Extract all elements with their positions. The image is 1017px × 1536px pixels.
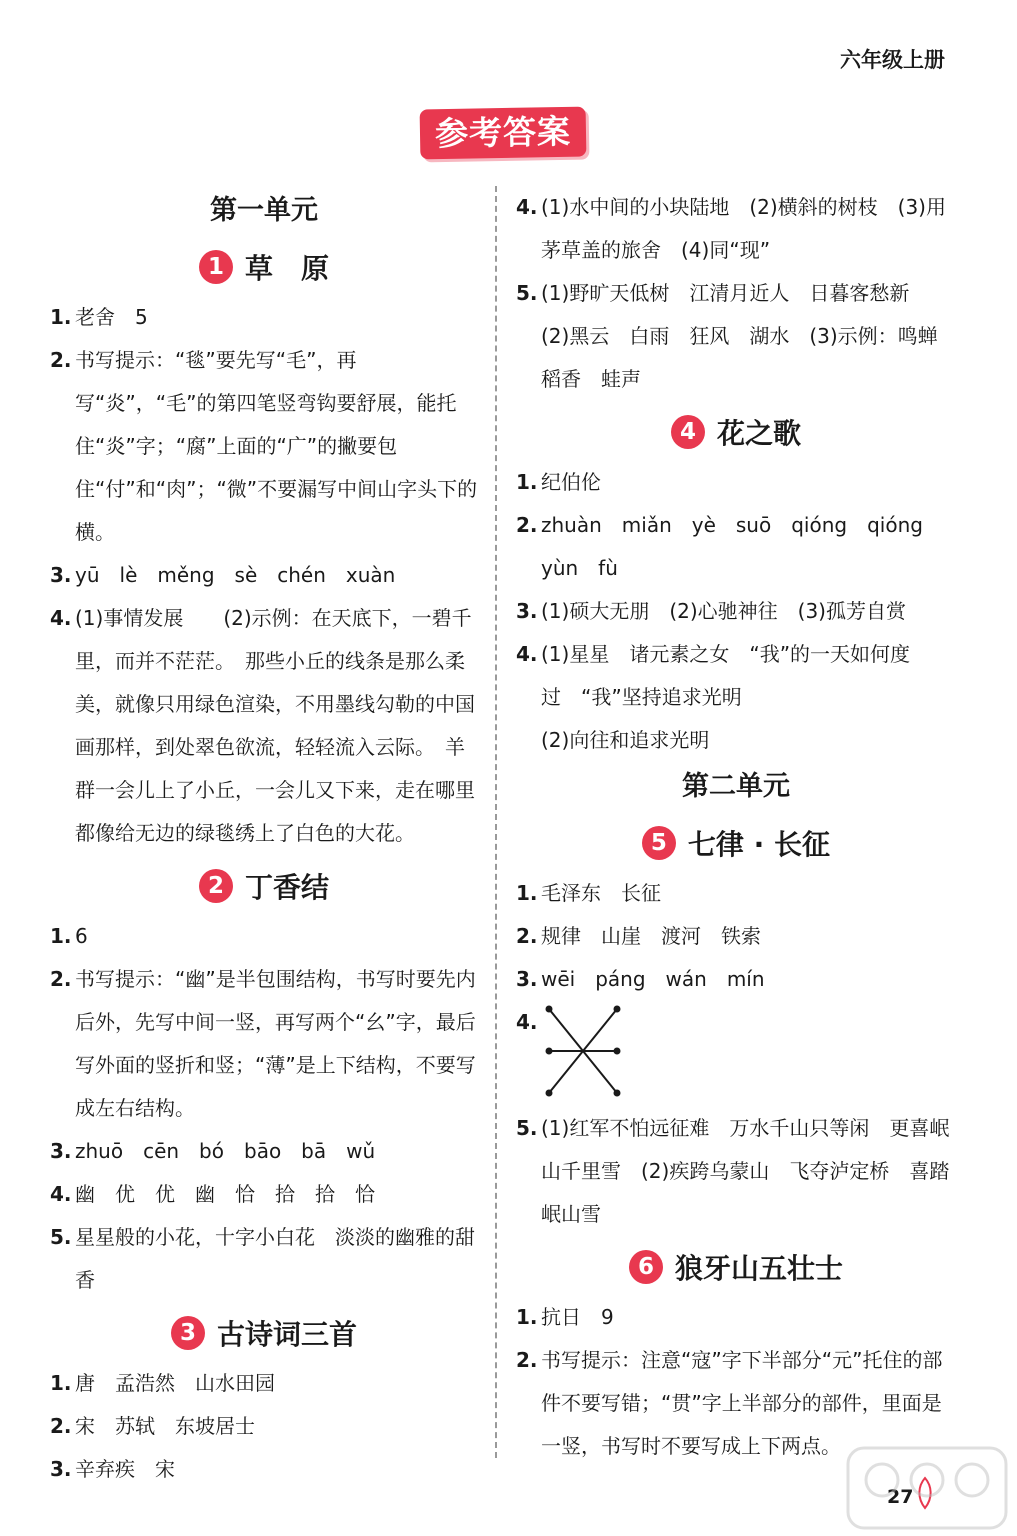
- lesson-name: 七律 · 长征: [687, 828, 831, 861]
- unit-title: 第一单元: [210, 195, 318, 226]
- answer-item: [516, 1296, 956, 1339]
- lesson-name: 丁香结: [244, 871, 329, 904]
- answer-item: [50, 1448, 478, 1491]
- item-text: 星星般的小花，十字小白花 淡淡的幽雅的甜香: [75, 1225, 475, 1292]
- answer-item: [516, 186, 956, 272]
- item-text: wēi páng wán mín: [541, 967, 765, 991]
- lesson-name: 狼牙山五壮士: [674, 1252, 843, 1285]
- item-number: 1.: [516, 1305, 538, 1329]
- answer-item: [516, 915, 956, 958]
- item-text: (1)硕大无朋 (2)心驰神往 (3)孤芳自赏: [541, 599, 906, 623]
- answer-item: [516, 1001, 956, 1107]
- lesson-number-badge: 2: [199, 869, 233, 903]
- item-number: 2.: [516, 924, 538, 948]
- left-column: [50, 186, 478, 1491]
- item-text: (1)水中间的小块陆地 (2)横斜的树枝 (3)用茅草盖的旅舍 (4)同“现”: [541, 195, 946, 262]
- item-text: 唐 孟浩然 山水田园: [75, 1371, 275, 1395]
- item-number: 3.: [50, 563, 72, 587]
- item-text: (2)向往和追求光明: [541, 728, 710, 752]
- answer-item: [50, 915, 478, 958]
- watermark-logo: [842, 1440, 1012, 1536]
- answer-item: [516, 461, 956, 504]
- item-number: 3.: [50, 1457, 72, 1481]
- answer-item: [516, 272, 956, 401]
- answer-item: [516, 633, 956, 719]
- item-number: 5.: [516, 1116, 538, 1140]
- answer-item: [50, 958, 478, 1130]
- item-text: zhuō cēn bó bāo bā wǔ: [75, 1139, 376, 1163]
- item-number: 2.: [50, 1414, 72, 1438]
- item-number: 1.: [50, 924, 72, 948]
- item-text: 书写提示：“幽”是半包围结构，书写时要先内后外，先写中间一竖，再写两个“幺”字，最后写外面的竖折和竖；“薄”是上下结构，不要写成左右结构。: [75, 967, 476, 1120]
- matching-lines-diagram: [535, 1001, 625, 1099]
- item-number: 1.: [516, 881, 538, 905]
- answer-item: [516, 504, 956, 590]
- lesson-number-badge: 6: [629, 1250, 663, 1284]
- item-text: 老舍 5: [75, 305, 148, 329]
- lesson-number-badge: 4: [671, 415, 705, 449]
- page-number: 27: [887, 1486, 914, 1508]
- item-number: 3.: [516, 599, 538, 623]
- item-number: 1.: [516, 470, 538, 494]
- item-text: zhuàn miǎn yè suō qióng qióng yùn fù: [541, 513, 943, 580]
- answer-item: [516, 590, 956, 633]
- unit-title: 第二单元: [682, 771, 790, 802]
- lesson-number-badge: 3: [171, 1316, 205, 1350]
- item-number: 2.: [50, 967, 72, 991]
- answer-item: [50, 1216, 478, 1302]
- item-number: 4.: [50, 606, 72, 630]
- item-number: 4.: [516, 195, 538, 219]
- item-text: 纪伯伦: [541, 470, 601, 494]
- lesson-name: 草 原: [244, 252, 329, 285]
- answer-item: [50, 339, 478, 554]
- item-text: (1)星星 诸元素之女 “我”的一天如何度过 “我”坚持追求光明: [541, 642, 911, 709]
- item-text: 幽 优 优 幽 恰 拾 拾 恰: [75, 1182, 375, 1206]
- lesson-heading: [50, 240, 478, 294]
- answer-item: [50, 296, 478, 339]
- item-text: 辛弃疾 宋: [75, 1457, 175, 1481]
- item-number: 5.: [516, 281, 538, 305]
- item-number: 1.: [50, 1371, 72, 1395]
- lesson-number-badge: 1: [199, 250, 233, 284]
- lesson-heading: [50, 1306, 478, 1360]
- answer-item: [50, 1173, 478, 1216]
- column-divider: [495, 186, 497, 1458]
- answer-item: [516, 872, 956, 915]
- item-text: 6: [75, 924, 88, 948]
- item-text: (1)事情发展 (2)示例：在天底下，一碧千里，而并不茫茫。 那些小丘的线条是那么柔美，就像只用绿色渲染，不用墨线勾勒的中国画那样，到处翠色欲流，轻轻流入云际。 羊群一会儿上了小丘，一会儿又下来，走在哪里都像给无边的绿毯绣上了白色的大花。: [75, 606, 475, 845]
- item-number: 4.: [516, 642, 538, 666]
- lesson-heading: [516, 816, 956, 870]
- item-text: 毛泽东 长征: [541, 881, 661, 905]
- item-text: yū lè měng sè chén xuàn: [75, 563, 396, 587]
- item-number: 2.: [50, 348, 72, 372]
- lesson-heading: [516, 1240, 956, 1294]
- answer-item: [50, 554, 478, 597]
- item-text: 宋 苏轼 东坡居士: [75, 1414, 255, 1438]
- answer-item: [50, 597, 478, 855]
- item-number: 1.: [50, 305, 72, 329]
- lesson-name: 古诗词三首: [216, 1318, 357, 1351]
- item-text: 抗日 9: [541, 1305, 614, 1329]
- lesson-number-badge: 5: [642, 826, 676, 860]
- answer-item: [50, 1130, 478, 1173]
- item-number: 5.: [50, 1225, 72, 1249]
- item-number: 3.: [516, 967, 538, 991]
- answer-item: [516, 719, 956, 762]
- item-text: 书写提示：“毯”要先写“毛”，再写“炎”，“毛”的第四笔竖弯钩要舒展，能托住“炎”字；“腐”上面的“广”的撇要包住“付”和“肉”；“微”不要漏写中间山字头下的横。: [75, 348, 478, 544]
- item-number: 2.: [516, 1348, 538, 1372]
- page-title: 参考答案: [420, 107, 587, 160]
- item-number: 2.: [516, 513, 538, 537]
- item-text: 规律 山崖 渡河 铁索: [541, 924, 761, 948]
- item-number: 3.: [50, 1139, 72, 1163]
- lesson-heading: [50, 859, 478, 913]
- item-number: 4.: [516, 1010, 538, 1034]
- lesson-name: 花之歌: [716, 417, 801, 450]
- item-text: (1)野旷天低树 江清月近人 日暮客愁新 (2)黑云 白雨 狂风 湖水 (3)示例：鸣蝉 稻香 蛙声: [541, 281, 958, 391]
- answer-item: [516, 1107, 956, 1236]
- right-column: [516, 186, 956, 1468]
- answer-item: [50, 1362, 478, 1405]
- answer-item: [50, 1405, 478, 1448]
- answer-item: [516, 958, 956, 1001]
- item-text: 书写提示：注意“寇”字下半部分“元”托住的部件不要写错；“贯”字上半部分的部件，里面是一竖，书写时不要写成上下两点。: [541, 1348, 943, 1458]
- lesson-heading: [516, 405, 956, 459]
- grade-label: 六年级上册: [840, 48, 945, 72]
- item-number: 4.: [50, 1182, 72, 1206]
- item-text: (1)红军不怕远征难 万水千山只等闲 更喜岷山千里雪 (2)疾跨乌蒙山 飞夺泸定桥 喜踏岷山雪: [541, 1116, 950, 1226]
